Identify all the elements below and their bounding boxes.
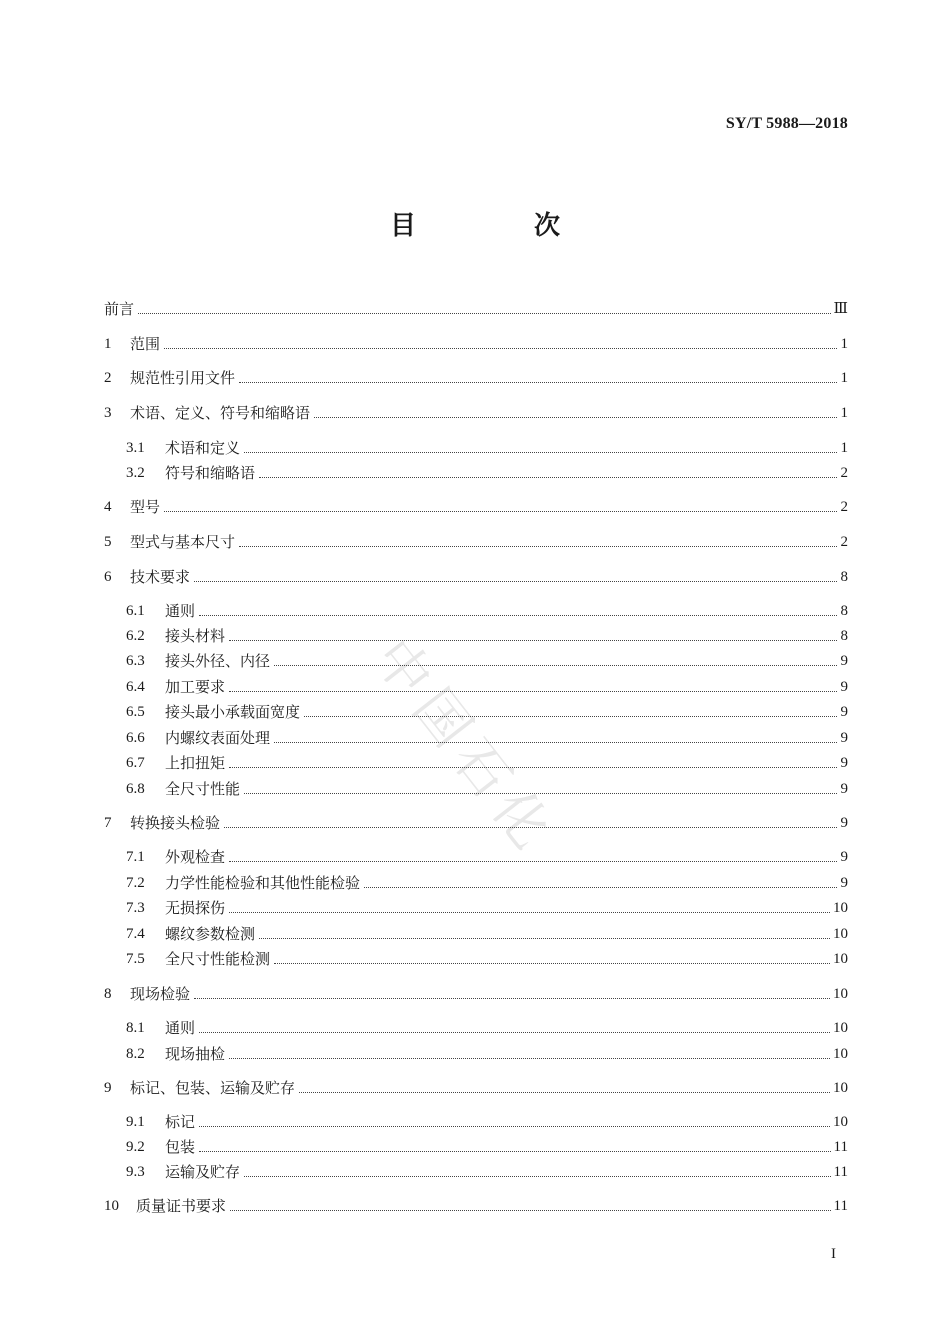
dot-leader: [274, 742, 837, 743]
dot-leader: [229, 640, 837, 641]
toc-entry-label: 螺纹参数检测: [165, 925, 256, 943]
toc-entry-page: 9: [840, 755, 848, 771]
dot-leader: [274, 963, 830, 964]
toc-entry-page: 10: [833, 1114, 848, 1130]
toc-entry-page: 10: [833, 951, 848, 967]
toc-entry[interactable]: [104, 1015, 848, 1039]
toc-entry-label: 内螺纹表面处理: [165, 729, 271, 747]
toc-entry-label: 通则: [165, 602, 196, 620]
toc-entry-label: 现场抽检: [165, 1045, 226, 1063]
toc-entry-number: 6.8: [126, 781, 145, 797]
toc-entry-number: 7.3: [126, 900, 145, 916]
toc-entry-number: 9.3: [126, 1164, 145, 1180]
toc-entry-number: 9.1: [126, 1114, 145, 1130]
dot-leader: [304, 716, 837, 717]
toc-entry[interactable]: [104, 1075, 848, 1099]
toc-entry-page: 10: [833, 1020, 848, 1036]
toc-entry[interactable]: [104, 460, 848, 484]
toc-entry[interactable]: [104, 750, 848, 774]
toc-entry-label: 全尺寸性能检测: [165, 950, 271, 968]
toc-entry-label: 术语、定义、符号和缩略语: [130, 404, 311, 422]
toc-entry-page: 1: [840, 336, 848, 352]
dot-leader: [229, 912, 830, 913]
toc-entry-number: 7.1: [126, 849, 145, 865]
dot-leader: [239, 546, 837, 547]
dot-leader: [299, 1092, 830, 1093]
toc-entry-page: 9: [840, 679, 848, 695]
toc-entry[interactable]: [104, 844, 848, 868]
toc-entry-label: 力学性能检验和其他性能检验: [165, 874, 361, 892]
toc-entry[interactable]: [104, 725, 848, 749]
toc-entry-number: 9: [104, 1080, 112, 1096]
dot-leader: [259, 938, 830, 939]
toc-entry-number: 4: [104, 499, 112, 515]
toc-entry-page: 10: [833, 986, 848, 1002]
toc-entry-page: 11: [833, 1198, 848, 1214]
toc-entry-label: 通则: [165, 1019, 196, 1037]
toc-entry-page: 9: [840, 849, 848, 865]
dot-leader: [199, 1151, 831, 1152]
toc-entry-page: 10: [833, 900, 848, 916]
toc-entry-page: 1: [840, 405, 848, 421]
toc-entry-label: 无损探伤: [165, 899, 226, 917]
toc-entry-label: 接头外径、内径: [165, 652, 271, 670]
dot-leader: [244, 1176, 831, 1177]
toc-entry-page: 10: [833, 1080, 848, 1096]
dot-leader: [239, 382, 837, 383]
dot-leader: [229, 691, 837, 692]
dot-leader: [224, 827, 837, 828]
page-number: I: [831, 1246, 836, 1262]
toc-entry-page: 1: [840, 370, 848, 386]
dot-leader: [199, 615, 837, 616]
toc-entry-label: 标记、包装、运输及贮存: [130, 1079, 296, 1097]
toc-entry-page: 9: [840, 815, 848, 831]
toc-entry-page: 2: [840, 534, 848, 550]
toc-entry-label: 加工要求: [165, 678, 226, 696]
watermark: 中国石化: [361, 626, 569, 868]
toc-entry-label: 范围: [130, 335, 161, 353]
toc-entry[interactable]: [104, 870, 848, 894]
toc-entry-number: 6.6: [126, 730, 145, 746]
dot-leader: [244, 793, 837, 794]
toc-entry-page: 2: [840, 499, 848, 515]
toc-entry-number: 6: [104, 569, 112, 585]
toc-entry-number: 3.2: [126, 465, 145, 481]
dot-leader: [259, 477, 837, 478]
toc-entry-label: 标记: [165, 1113, 196, 1131]
toc-entry[interactable]: [104, 296, 848, 320]
toc-entry-page: 11: [833, 1164, 848, 1180]
toc-entry-label: 全尺寸性能: [165, 780, 241, 798]
toc-entry[interactable]: [104, 810, 848, 834]
dot-leader: [194, 998, 830, 999]
toc-entry-label: 外观检查: [165, 848, 226, 866]
toc-entry-number: 6.4: [126, 679, 145, 695]
toc-entry-label: 型式与基本尺寸: [130, 533, 236, 551]
toc-entry-page: Ⅲ: [833, 301, 848, 317]
dot-leader: [138, 313, 831, 314]
toc-entry[interactable]: [104, 921, 848, 945]
toc-entry-number: 7.5: [126, 951, 145, 967]
toc-entry-label: 技术要求: [130, 568, 191, 586]
toc-entry-label: 规范性引用文件: [130, 369, 236, 387]
dot-leader: [244, 452, 837, 453]
toc-entry[interactable]: [104, 365, 848, 389]
toc-entry-page: 10: [833, 1046, 848, 1062]
toc-entry[interactable]: [104, 776, 848, 800]
toc-entry-number: 8: [104, 986, 112, 1002]
dot-leader: [229, 861, 837, 862]
dot-leader: [164, 511, 837, 512]
toc-entry-page: 8: [840, 569, 848, 585]
toc-entry[interactable]: [104, 1134, 848, 1158]
toc-entry-number: 7: [104, 815, 112, 831]
dot-leader: [229, 1058, 830, 1059]
doc-code: SY/T 5988—2018: [725, 115, 848, 132]
toc-entry-number: 1: [104, 336, 112, 352]
toc-entry-page: 9: [840, 781, 848, 797]
page-title: 目 次: [389, 211, 606, 241]
toc-entry-number: 6.1: [126, 603, 145, 619]
toc-entry-page: 9: [840, 653, 848, 669]
toc-entry-label: 包装: [165, 1138, 196, 1156]
dot-leader: [274, 665, 837, 666]
toc-entry-label: 术语和定义: [165, 439, 241, 457]
toc-entry[interactable]: [104, 981, 848, 1005]
toc-entry-number: 9.2: [126, 1139, 145, 1155]
toc-entry-label: 接头最小承载面宽度: [165, 703, 301, 721]
dot-leader: [364, 887, 837, 888]
toc-entry[interactable]: [104, 331, 848, 355]
toc-entry-number: 7.2: [126, 875, 145, 891]
toc-entry[interactable]: [104, 674, 848, 698]
dot-leader: [194, 581, 837, 582]
toc-entry[interactable]: [104, 895, 848, 919]
toc-entry-label: 型号: [130, 498, 161, 516]
toc-entry-number: 3.1: [126, 440, 145, 456]
toc-entry-number: 6.3: [126, 653, 145, 669]
toc-entry-page: 1: [840, 440, 848, 456]
toc-entry-label: 符号和缩略语: [165, 464, 256, 482]
toc-entry-label: 前言: [104, 300, 135, 318]
dot-leader: [164, 348, 837, 349]
toc-entry-page: 2: [840, 465, 848, 481]
toc-entry[interactable]: [104, 1041, 848, 1065]
dot-leader: [314, 417, 837, 418]
toc-entry-page: 11: [833, 1139, 848, 1155]
toc-entry[interactable]: [104, 1109, 848, 1133]
toc-entry-number: 7.4: [126, 926, 145, 942]
dot-leader: [229, 767, 837, 768]
toc-entry-number: 8.1: [126, 1020, 145, 1036]
toc-entry[interactable]: [104, 648, 848, 672]
toc-entry-number: 6.5: [126, 704, 145, 720]
dot-leader: [230, 1210, 831, 1211]
toc-entry[interactable]: [104, 435, 848, 459]
toc-entry[interactable]: [104, 699, 848, 723]
toc-entry[interactable]: [104, 494, 848, 518]
dot-leader: [199, 1126, 830, 1127]
toc-entry-number: 2: [104, 370, 112, 386]
toc-entry-number: 10: [104, 1198, 119, 1214]
toc-entry-page: 8: [840, 603, 848, 619]
toc-entry[interactable]: [104, 529, 848, 553]
toc-entry[interactable]: [104, 623, 848, 647]
toc-entry-number: 5: [104, 534, 112, 550]
dot-leader: [199, 1032, 830, 1033]
toc-entry-label: 转换接头检验: [130, 814, 221, 832]
toc-entry-number: 6.7: [126, 755, 145, 771]
toc-entry-page: 10: [833, 926, 848, 942]
toc-entry-label: 上扣扭矩: [165, 754, 226, 772]
toc-entry-page: 9: [840, 730, 848, 746]
toc-entry-page: 9: [840, 875, 848, 891]
toc-entry-number: 3: [104, 405, 112, 421]
toc-entry-label: 现场检验: [130, 985, 191, 1003]
toc-entry-page: 8: [840, 628, 848, 644]
toc-entry[interactable]: [104, 1159, 848, 1183]
toc-entry[interactable]: [104, 400, 848, 424]
toc-entry[interactable]: [104, 598, 848, 622]
toc-entry[interactable]: [104, 1193, 848, 1217]
toc-entry-page: 9: [840, 704, 848, 720]
toc-entry-number: 8.2: [126, 1046, 145, 1062]
toc-entry-number: 6.2: [126, 628, 145, 644]
toc-entry-label: 运输及贮存: [165, 1163, 241, 1181]
toc-entry[interactable]: [104, 564, 848, 588]
toc-entry[interactable]: [104, 946, 848, 970]
toc-entry-label: 质量证书要求: [136, 1197, 227, 1215]
toc-entry-label: 接头材料: [165, 627, 226, 645]
